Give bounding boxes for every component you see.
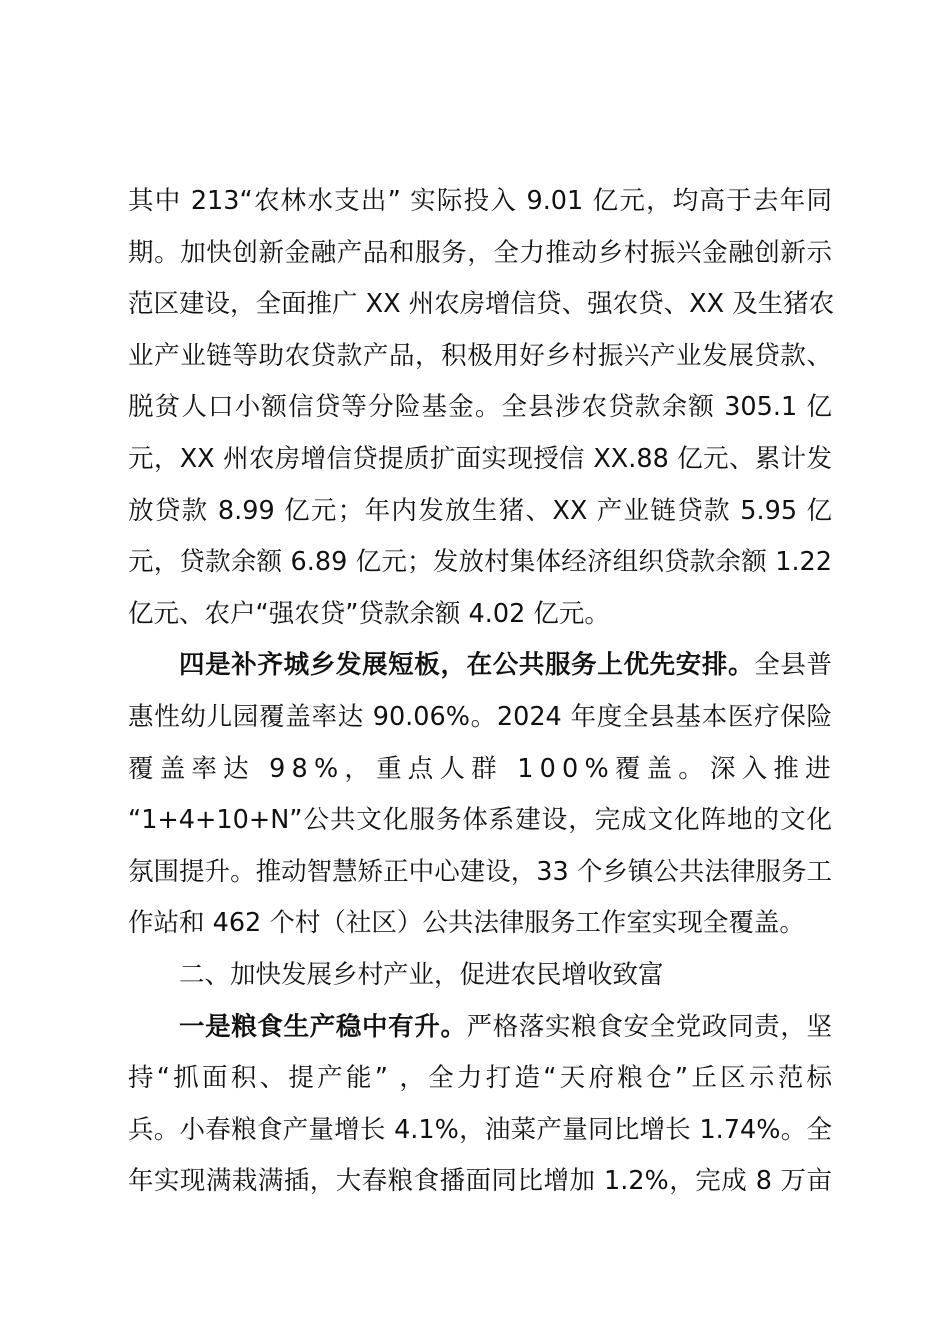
text-run: 严格落实粮食安全党政同责，坚 [466,1011,832,1042]
text-line: 放贷款 8.99 亿元；年内发放生猪、XX 产业链贷款 5.95 亿 [128,495,832,526]
bold-lead: 一是粮食生产稳中有升。 [179,1011,467,1042]
text-line: 作站和 462 个村（社区）公共法律服务工作室实现全覆盖。 [128,908,805,939]
paragraph-first-line [128,1002,832,1054]
text-line: 氛围提升。推动智慧矫正中心建设，33 个乡镇公共法律服务工 [128,856,832,887]
text-line: 持“抓面积、提产能” ，全力打造“天府粮仓”丘区示范标 [128,1063,832,1094]
text-line: 兵。小春粮食产量增长 4.1%，油菜产量同比增长 1.74%。全 [128,1114,832,1145]
text-line: 年实现满栽满插，大春粮食播面同比增加 1.2%，完成 8 万亩 [128,1166,832,1197]
text-line: 亿元、农户“强农贷”贷款余额 4.02 亿元。 [128,598,610,629]
text-line: “1+4+10+N”公共文化服务体系建设，完成文化阵地的文化 [128,805,832,836]
document-page [128,176,837,1208]
text-line: 元，XX 州农房增信贷提质扩面实现授信 XX.88 亿元、累计发 [128,443,832,474]
text-run: 全县普 [754,650,832,681]
bold-lead: 四是补齐城乡发展短板，在公共服务上优先安排。 [179,650,755,681]
text-line: 脱贫人口小额信贷等分险基金。全县涉农贷款余额 305.1 亿 [128,392,832,423]
text-line: 覆盖率达 98%，重点人群 100%覆盖。深入推进 [128,753,837,784]
section-heading: 二、加快发展乡村产业，促进农民增收致富 [179,959,664,990]
text-line: 范区建设，全面推广 XX 州农房增信贷、强农贷、XX 及生猪农 [128,289,835,320]
text-line: 其中 213“农林水支出” 实际投入 9.01 亿元，均高于去年同 [128,186,832,216]
text-line: 期。加快创新金融产品和服务，全力推动乡村振兴金融创新示 [128,237,832,268]
text-line: 惠性幼儿园覆盖率达 90.06%。2024 年度全县基本医疗保险 [128,701,832,732]
text-line: 元，贷款余额 6.89 亿元；发放村集体经济组织贷款余额 1.22 [128,547,832,578]
text-line: 业产业链等助农贷款产品，积极用好乡村振兴产业发展贷款、 [128,340,832,371]
paragraph-first-line [128,640,832,692]
